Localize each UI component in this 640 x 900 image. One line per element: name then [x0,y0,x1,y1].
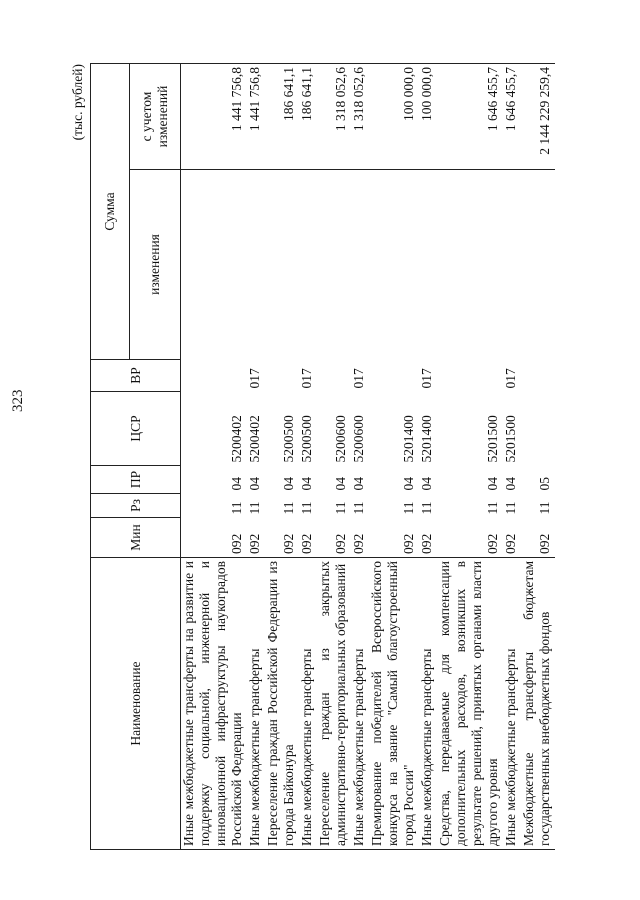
cell-total: 1 441 756,8 [247,64,265,170]
cell-pr: 04 [485,477,500,491]
cell-vr [265,360,299,392]
cell-changes [317,170,351,360]
table-row [265,64,299,850]
cell-name: Иные межбюджетные трансферты [299,558,317,850]
cell-rz: 11 [247,501,262,515]
table-row [351,64,369,850]
cell-vr [521,360,555,392]
table-row [503,64,521,850]
cell-total: 1 318 052,6 [351,64,369,170]
cell-csr: 5201500 [485,415,500,463]
cell-pr: 04 [281,477,296,491]
table-row [369,64,419,850]
header-vr: ВР [91,360,181,392]
cell-vr [181,360,248,392]
cell-vr: 017 [503,368,518,389]
cell-changes [351,170,369,360]
cell-min: 092 [419,533,434,554]
cell-csr [521,392,555,466]
cell-vr: 017 [419,368,434,389]
cell-min: 092 [503,533,518,554]
cell-rz: 11 [503,501,518,515]
cell-csr: 5200402 [229,415,244,463]
header-pr: ПР [91,466,181,494]
cell-rz: 11 [333,501,348,515]
cell-name: Переселение граждан из закрытых административно-территориальных образований [317,558,351,850]
cell-rz: 11 [485,501,500,515]
cell-total: 1 646 455,7 [503,64,521,170]
cell-pr: 04 [299,477,314,491]
cell-changes [369,170,419,360]
cell-name: Межбюджетные трансферты бюджетам государственных внебюджетных фондов [521,558,555,850]
cell-rz: 11 [537,501,552,515]
cell-changes [503,170,521,360]
cell-changes [265,170,299,360]
cell-name: Переселение граждан Российской Федерации из города Байконура [265,558,299,850]
cell-pr: 04 [247,477,262,491]
header-min: Мин [91,518,181,558]
header-changes: изменения [130,170,181,360]
table-row [247,64,265,850]
cell-vr: 017 [247,368,262,389]
cell-rz: 11 [229,501,244,515]
cell-name: Иные межбюджетные трансферты [503,558,521,850]
table-row [299,64,317,850]
cell-min: 092 [333,533,348,554]
cell-min: 092 [351,533,366,554]
cell-csr: 5200500 [281,415,296,463]
cell-total: 186 641,1 [265,64,299,170]
cell-vr [369,360,419,392]
cell-name: Премирование победителей Всероссийского конкурса на звание "Самый благоустроенный город России" [369,558,419,850]
cell-rz: 11 [351,501,366,515]
cell-csr: 5201500 [503,415,518,463]
units-label: (тыс. рублей) [70,64,85,141]
cell-changes [181,170,248,360]
table-row [419,64,437,850]
header-with-changes: с учетом изменений [130,64,181,170]
cell-name: Иные межбюджетные трансферты [351,558,369,850]
budget-table [90,63,555,850]
cell-pr: 04 [419,477,434,491]
cell-csr: 5200402 [247,415,262,463]
table-row [317,64,351,850]
cell-total: 100 000,0 [369,64,419,170]
header-rz: Рз [91,494,181,518]
cell-name: Иные межбюджетные трансферты [419,558,437,850]
cell-vr: 017 [351,368,366,389]
cell-pr: 04 [229,477,244,491]
table-row [437,64,503,850]
cell-rz: 11 [281,501,296,515]
cell-pr: 04 [351,477,366,491]
cell-min: 092 [401,533,416,554]
cell-total: 186 641,1 [299,64,317,170]
cell-vr [437,360,503,392]
cell-rz: 11 [419,501,434,515]
header-sum: Сумма [91,64,130,360]
cell-changes [419,170,437,360]
cell-min: 092 [247,533,262,554]
cell-vr [317,360,351,392]
cell-rz: 11 [401,501,416,515]
cell-name: Иные межбюджетные трансферты [247,558,265,850]
cell-changes [521,170,555,360]
cell-rz: 11 [299,501,314,515]
cell-total: 2 144 229 259,4 [521,64,555,170]
table-body [181,64,556,850]
cell-csr: 5200500 [299,415,314,463]
cell-csr: 5200600 [351,415,366,463]
cell-total: 100 000,0 [419,64,437,170]
cell-changes [247,170,265,360]
cell-name: Средства, передаваемые для компенсации дополнительных расходов, возникших в результате решений, принятых органами власти другого уровня [437,558,503,850]
cell-pr: 04 [401,477,416,491]
cell-min: 092 [299,533,314,554]
cell-pr: 04 [333,477,348,491]
cell-name: Иные межбюджетные трансферты на развитие и поддержку социальной, инженерной и инновационной инфраструктуры наукоградов Российской Федерации [181,558,248,850]
cell-pr: 05 [537,477,552,491]
cell-total: 1 441 756,8 [181,64,248,170]
cell-min: 092 [281,533,296,554]
header-name: Наименование [91,558,181,850]
rotated-page [70,50,570,850]
cell-min: 092 [537,533,552,554]
cell-vr: 017 [299,368,314,389]
cell-total: 1 646 455,7 [437,64,503,170]
table-row [521,64,555,850]
cell-changes [437,170,503,360]
cell-pr: 04 [503,477,518,491]
cell-changes [299,170,317,360]
cell-csr: 5201400 [419,415,434,463]
cell-csr: 5201400 [401,415,416,463]
cell-csr: 5200600 [333,415,348,463]
cell-min: 092 [229,533,244,554]
table-row [181,64,248,850]
header-csr: ЦСР [91,392,181,466]
cell-min: 092 [485,533,500,554]
cell-total: 1 318 052,6 [317,64,351,170]
